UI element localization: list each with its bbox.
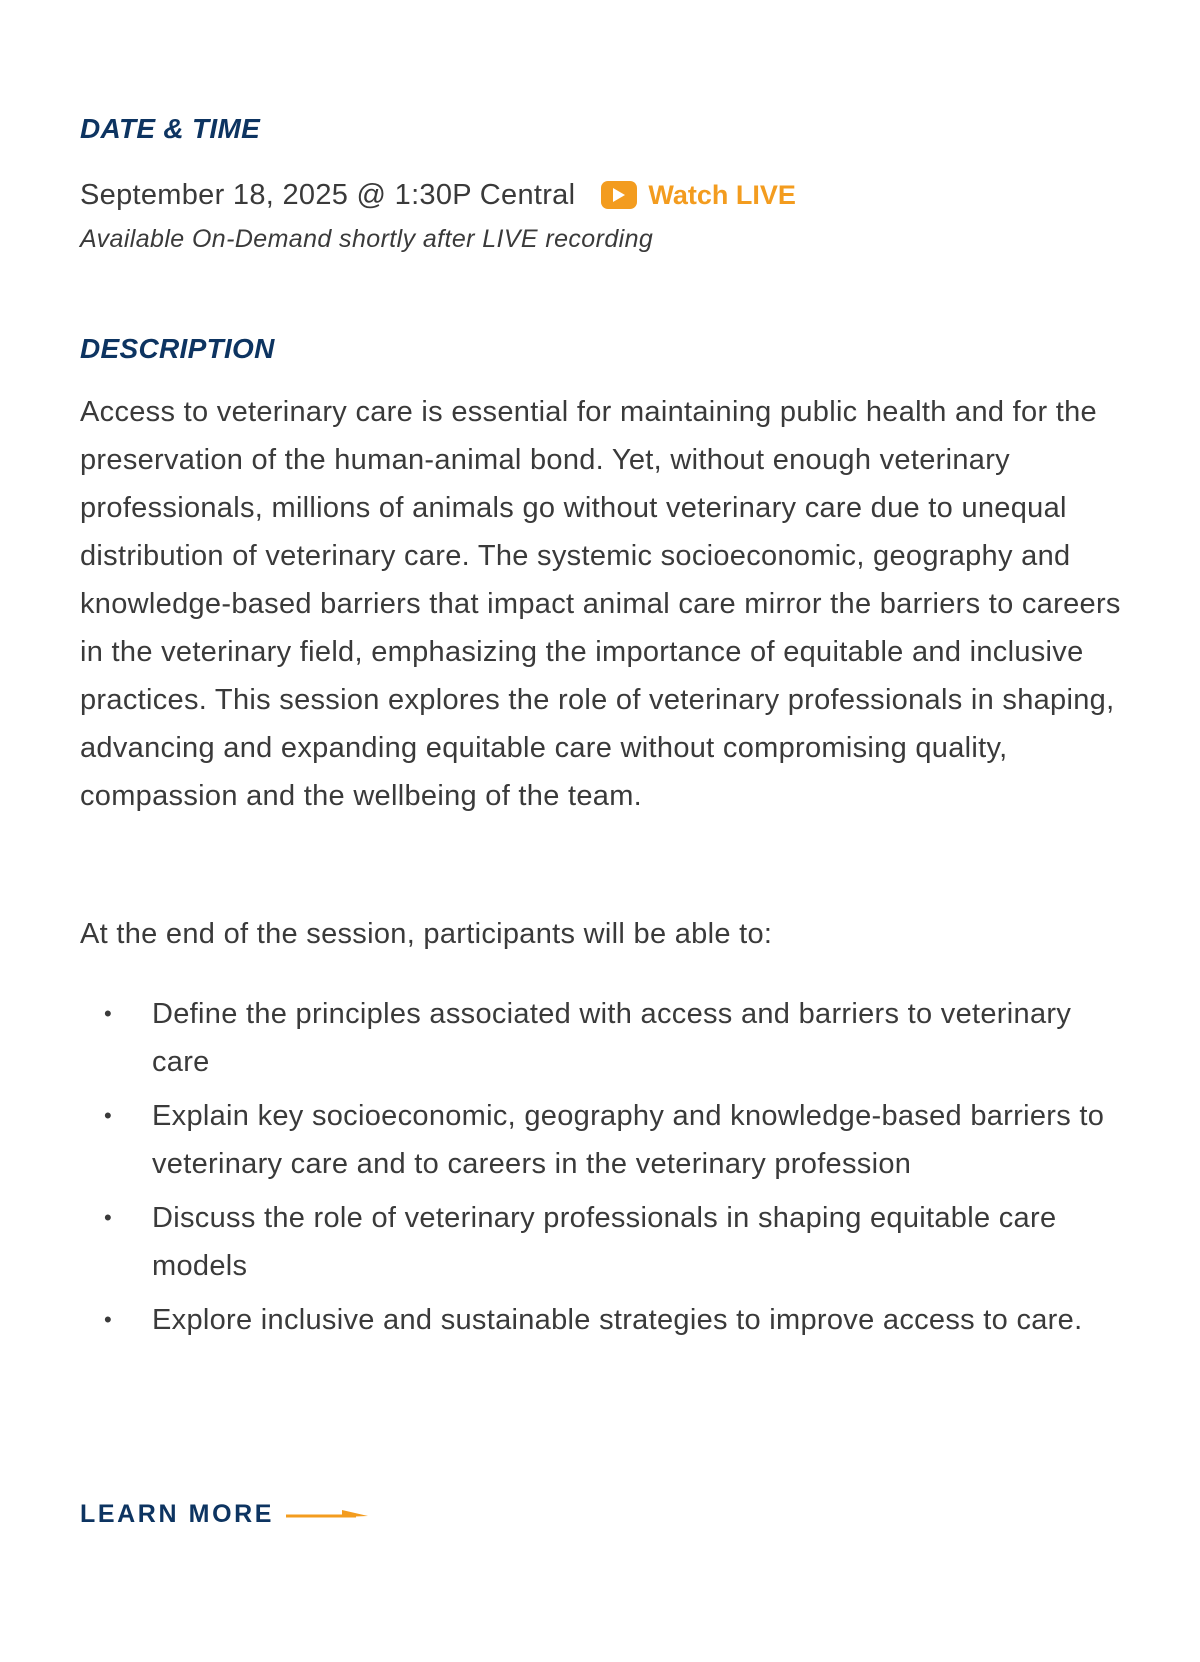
bullet-icon: •	[104, 1307, 113, 1332]
watch-live-link[interactable]	[601, 180, 796, 211]
objective-item	[80, 990, 1130, 1086]
session-date: September 18, 2025 @ 1:30P Central	[80, 178, 576, 211]
description-body: Access to veterinary care is essential for maintaining public health and for the preservation of the human-animal bond. Yet, without enough veterinary professionals, millions of animals go without veterinary care due to unequal distribution of veterinary care. The systemic socioeconomic, geography and knowledge-based barriers that impact animal care mirror the barriers to careers in the veterinary field, emphasizing the importance of equitable and inclusive practices. This session explores the role of veterinary professionals in shaping, advancing and expanding equitable care without compromising quality, compassion and the wellbeing of the team.	[80, 396, 1121, 812]
date-row	[80, 175, 796, 215]
objective-text: Define the principles associated with access and barriers to veterinary care	[152, 998, 1072, 1078]
bullet-icon: •	[104, 1205, 113, 1230]
objectives-list	[80, 990, 1130, 1350]
objective-item	[80, 1194, 1130, 1290]
on-demand-note: Available On-Demand shortly after LIVE recording	[80, 225, 654, 253]
learn-more-link[interactable]	[80, 1500, 368, 1529]
play-icon	[601, 181, 637, 209]
bullet-icon: •	[104, 1001, 113, 1026]
objectives-intro: At the end of the session, participants will be able to:	[80, 918, 773, 950]
objective-text: Explore inclusive and sustainable strategies to improve access to care.	[152, 1304, 1083, 1336]
description-heading: DESCRIPTION	[80, 333, 275, 364]
date-time-heading: DATE & TIME	[80, 113, 261, 144]
arrow-right-icon	[286, 1508, 368, 1522]
objective-text: Discuss the role of veterinary professionals in shaping equitable care models	[152, 1202, 1057, 1282]
learn-more-label: LEARN MORE	[80, 1500, 275, 1528]
objective-text: Explain key socioeconomic, geography and knowledge-based barriers to veterinary care and to careers in the veterinary profession	[152, 1100, 1105, 1180]
objective-item	[80, 1092, 1130, 1188]
bullet-icon: •	[104, 1103, 113, 1128]
objective-item	[80, 1296, 1130, 1344]
watch-live-label: Watch LIVE	[648, 179, 796, 210]
